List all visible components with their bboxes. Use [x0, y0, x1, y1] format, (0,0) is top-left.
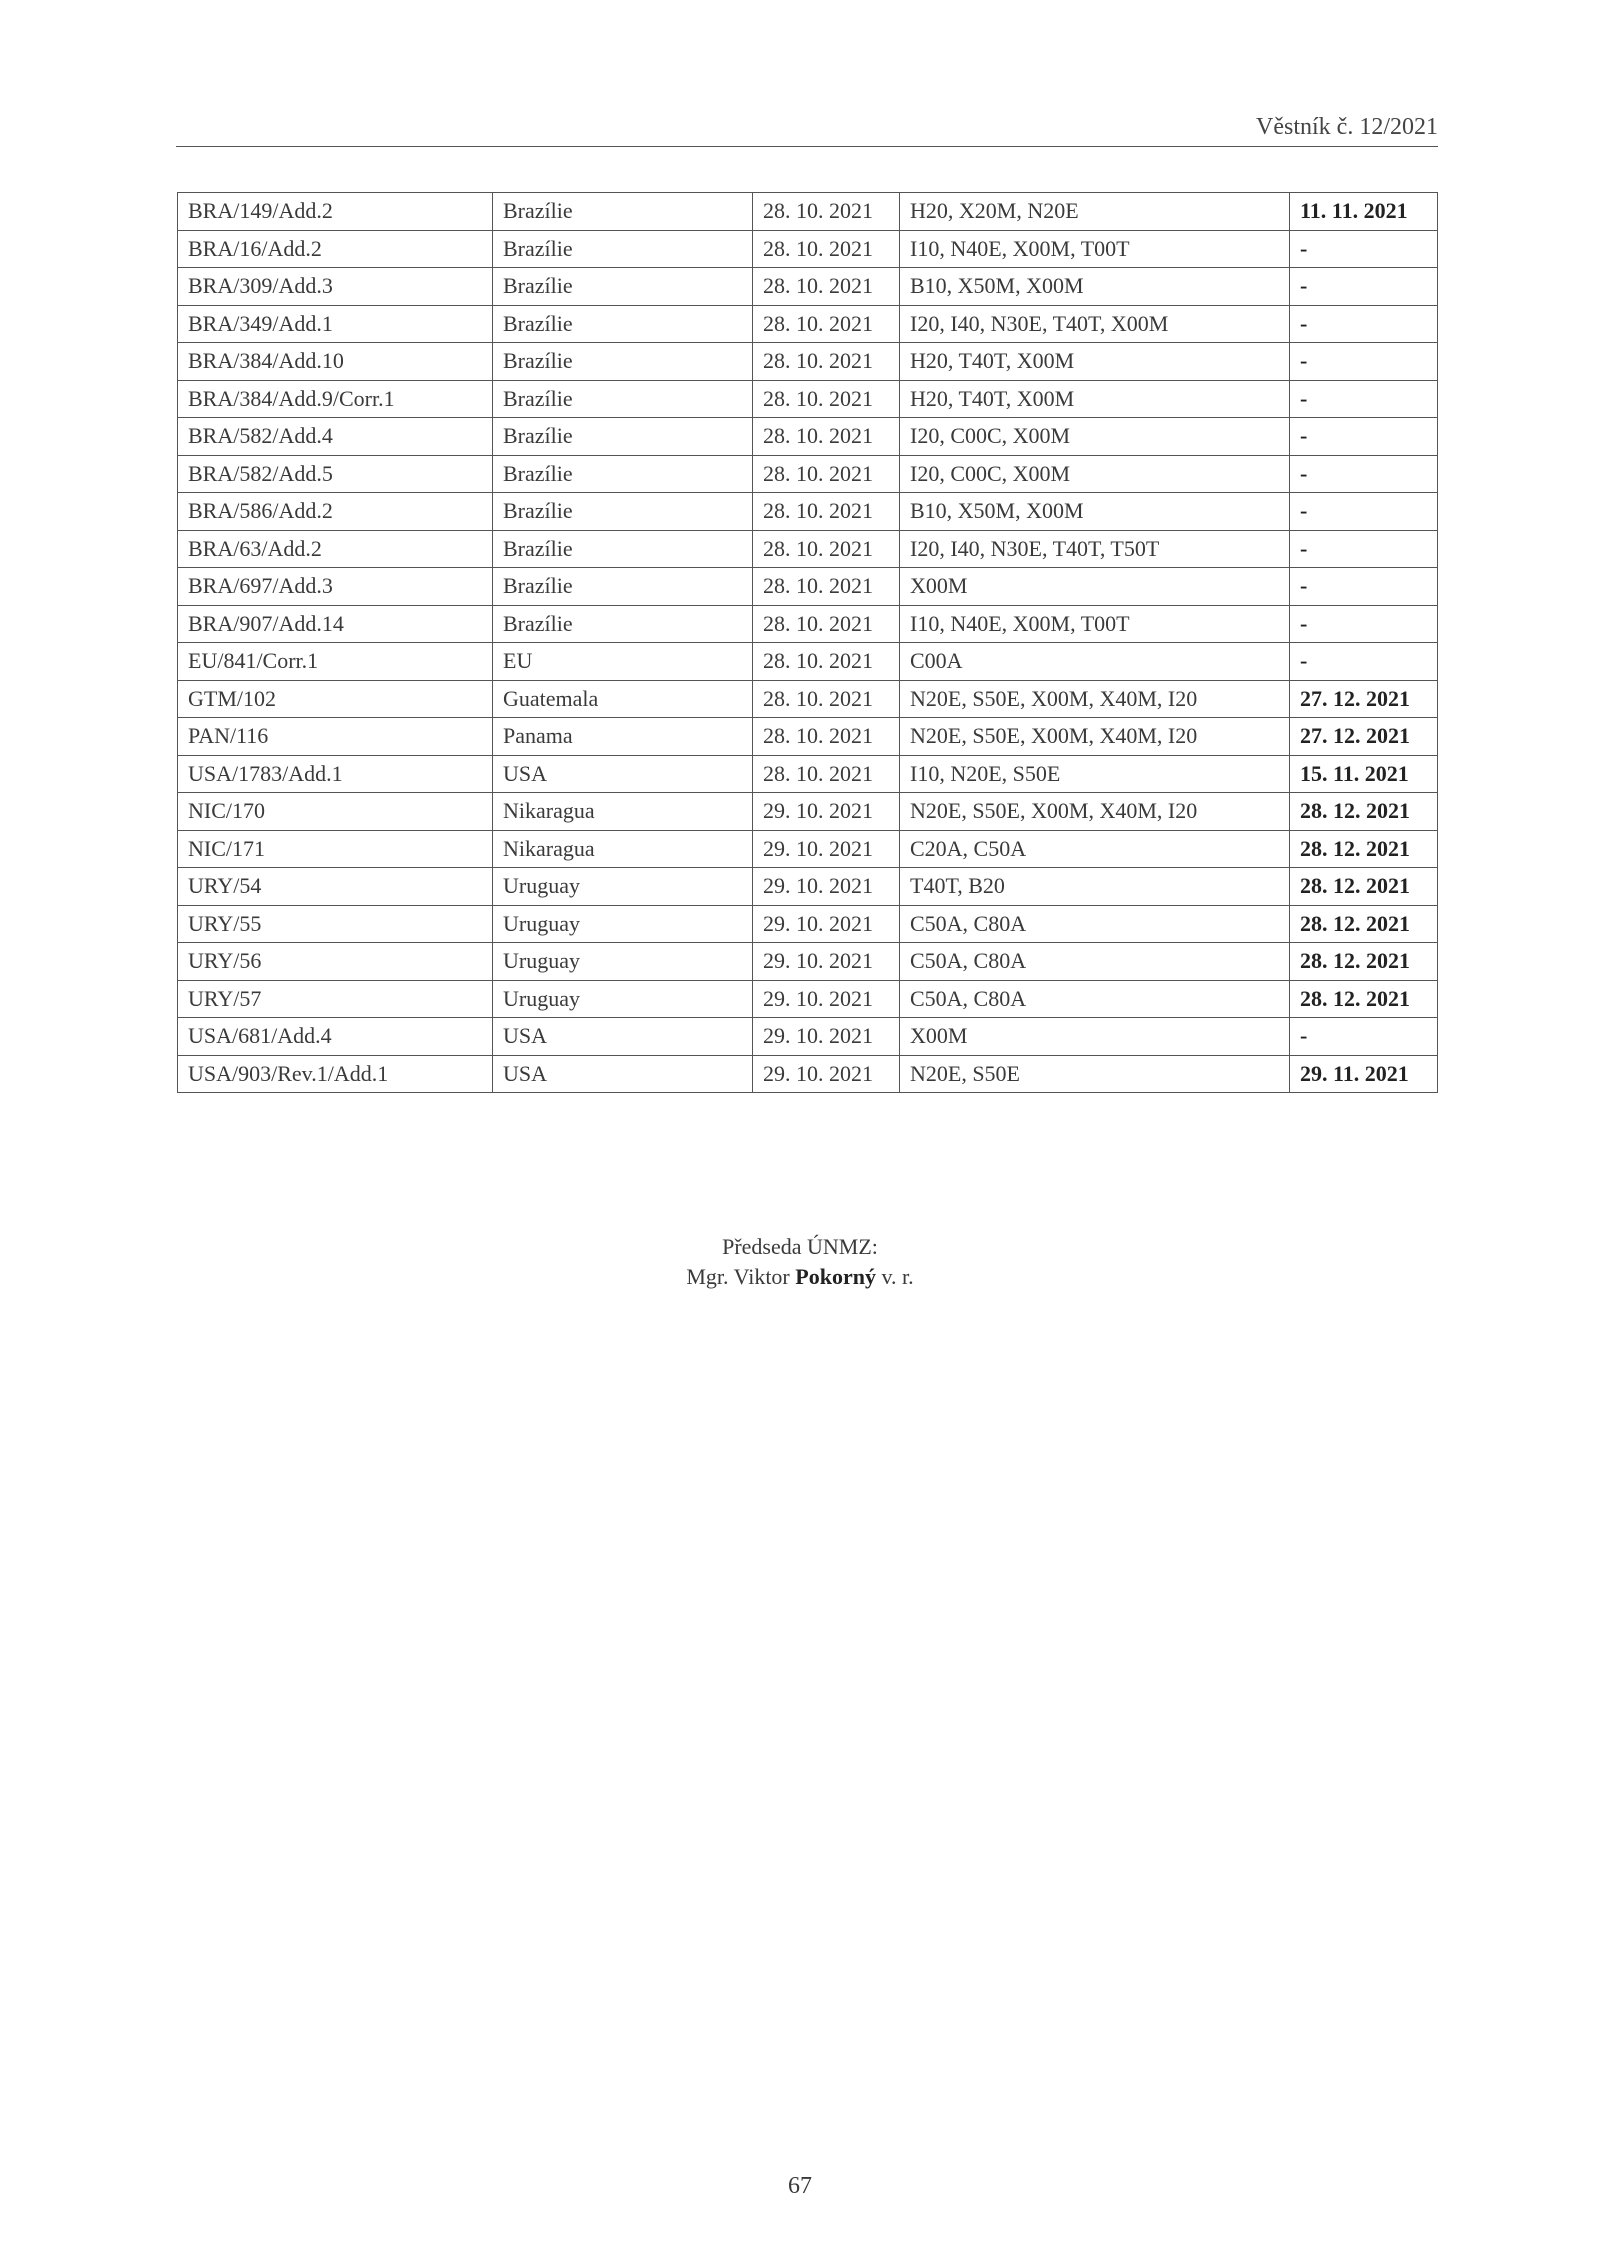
- deadline-cell: 29. 11. 2021: [1290, 1055, 1438, 1093]
- country-cell: USA: [493, 1055, 753, 1093]
- notification-code-cell: GTM/102: [178, 680, 493, 718]
- notification-code-cell: PAN/116: [178, 718, 493, 756]
- deadline-cell: 28. 12. 2021: [1290, 830, 1438, 868]
- table-row: [178, 493, 1438, 531]
- notification-code-cell: EU/841/Corr.1: [178, 643, 493, 681]
- date-cell: 28. 10. 2021: [753, 305, 900, 343]
- table-row: [178, 905, 1438, 943]
- table-row: [178, 230, 1438, 268]
- signature-prefix: Mgr. Viktor: [686, 1264, 790, 1289]
- ics-codes-cell: C20A, C50A: [900, 830, 1290, 868]
- country-cell: USA: [493, 1018, 753, 1056]
- deadline-cell: -: [1290, 530, 1438, 568]
- date-cell: 28. 10. 2021: [753, 380, 900, 418]
- signature-name-line: [0, 1262, 1600, 1292]
- ics-codes-cell: N20E, S50E, X00M, X40M, I20: [900, 718, 1290, 756]
- deadline-cell: -: [1290, 643, 1438, 681]
- deadline-cell: -: [1290, 268, 1438, 306]
- date-cell: 29. 10. 2021: [753, 1018, 900, 1056]
- ics-codes-cell: I20, I40, N30E, T40T, T50T: [900, 530, 1290, 568]
- date-cell: 28. 10. 2021: [753, 530, 900, 568]
- table-row: [178, 643, 1438, 681]
- deadline-cell: -: [1290, 343, 1438, 381]
- date-cell: 28. 10. 2021: [753, 418, 900, 456]
- deadline-cell: -: [1290, 230, 1438, 268]
- country-cell: Nikaragua: [493, 830, 753, 868]
- ics-codes-cell: C50A, C80A: [900, 905, 1290, 943]
- notification-code-cell: USA/903/Rev.1/Add.1: [178, 1055, 493, 1093]
- notification-code-cell: NIC/171: [178, 830, 493, 868]
- ics-codes-cell: T40T, B20: [900, 868, 1290, 906]
- notification-code-cell: BRA/384/Add.10: [178, 343, 493, 381]
- deadline-cell: 27. 12. 2021: [1290, 718, 1438, 756]
- date-cell: 28. 10. 2021: [753, 643, 900, 681]
- deadline-cell: -: [1290, 1018, 1438, 1056]
- country-cell: Nikaragua: [493, 793, 753, 831]
- table-row: [178, 830, 1438, 868]
- deadline-cell: -: [1290, 418, 1438, 456]
- date-cell: 28. 10. 2021: [753, 718, 900, 756]
- notification-code-cell: URY/55: [178, 905, 493, 943]
- country-cell: Brazílie: [493, 605, 753, 643]
- notification-code-cell: BRA/582/Add.5: [178, 455, 493, 493]
- ics-codes-cell: H20, T40T, X00M: [900, 343, 1290, 381]
- notification-code-cell: URY/56: [178, 943, 493, 981]
- country-cell: EU: [493, 643, 753, 681]
- table-row: [178, 418, 1438, 456]
- country-cell: Brazílie: [493, 455, 753, 493]
- deadline-cell: 28. 12. 2021: [1290, 868, 1438, 906]
- date-cell: 28. 10. 2021: [753, 230, 900, 268]
- notification-code-cell: NIC/170: [178, 793, 493, 831]
- date-cell: 28. 10. 2021: [753, 455, 900, 493]
- notification-code-cell: BRA/586/Add.2: [178, 493, 493, 531]
- notification-code-cell: USA/681/Add.4: [178, 1018, 493, 1056]
- ics-codes-cell: H20, X20M, N20E: [900, 193, 1290, 231]
- table-row: [178, 530, 1438, 568]
- notification-code-cell: BRA/697/Add.3: [178, 568, 493, 606]
- ics-codes-cell: H20, T40T, X00M: [900, 380, 1290, 418]
- country-cell: Brazílie: [493, 568, 753, 606]
- date-cell: 28. 10. 2021: [753, 493, 900, 531]
- deadline-cell: 28. 12. 2021: [1290, 943, 1438, 981]
- date-cell: 28. 10. 2021: [753, 605, 900, 643]
- country-cell: Brazílie: [493, 268, 753, 306]
- table-row: [178, 193, 1438, 231]
- ics-codes-cell: C50A, C80A: [900, 980, 1290, 1018]
- date-cell: 28. 10. 2021: [753, 755, 900, 793]
- table-row: [178, 793, 1438, 831]
- date-cell: 28. 10. 2021: [753, 268, 900, 306]
- ics-codes-cell: I20, C00C, X00M: [900, 455, 1290, 493]
- date-cell: 28. 10. 2021: [753, 193, 900, 231]
- country-cell: Uruguay: [493, 868, 753, 906]
- country-cell: Guatemala: [493, 680, 753, 718]
- date-cell: 29. 10. 2021: [753, 868, 900, 906]
- notification-code-cell: BRA/149/Add.2: [178, 193, 493, 231]
- country-cell: Uruguay: [493, 980, 753, 1018]
- deadline-cell: -: [1290, 380, 1438, 418]
- table-row: [178, 980, 1438, 1018]
- notification-code-cell: BRA/349/Add.1: [178, 305, 493, 343]
- table-row: [178, 305, 1438, 343]
- bulletin-title: Věstník č. 12/2021: [1256, 114, 1438, 140]
- deadline-cell: -: [1290, 455, 1438, 493]
- country-cell: Brazílie: [493, 380, 753, 418]
- deadline-cell: -: [1290, 493, 1438, 531]
- table-row: [178, 755, 1438, 793]
- ics-codes-cell: C50A, C80A: [900, 943, 1290, 981]
- table-row: [178, 718, 1438, 756]
- deadline-cell: 15. 11. 2021: [1290, 755, 1438, 793]
- notification-code-cell: BRA/309/Add.3: [178, 268, 493, 306]
- country-cell: Uruguay: [493, 943, 753, 981]
- deadline-cell: 27. 12. 2021: [1290, 680, 1438, 718]
- table-row: [178, 868, 1438, 906]
- notification-code-cell: BRA/63/Add.2: [178, 530, 493, 568]
- signature-suffix: v. r.: [881, 1264, 914, 1289]
- deadline-cell: -: [1290, 305, 1438, 343]
- notification-code-cell: URY/57: [178, 980, 493, 1018]
- ics-codes-cell: B10, X50M, X00M: [900, 268, 1290, 306]
- date-cell: 28. 10. 2021: [753, 343, 900, 381]
- table-row: [178, 943, 1438, 981]
- ics-codes-cell: I10, N20E, S50E: [900, 755, 1290, 793]
- country-cell: Brazílie: [493, 418, 753, 456]
- notification-code-cell: URY/54: [178, 868, 493, 906]
- deadline-cell: 28. 12. 2021: [1290, 980, 1438, 1018]
- page-header: [176, 108, 1438, 147]
- date-cell: 29. 10. 2021: [753, 793, 900, 831]
- signature-surname: Pokorný: [795, 1264, 876, 1289]
- deadline-cell: -: [1290, 605, 1438, 643]
- deadline-cell: -: [1290, 568, 1438, 606]
- country-cell: Brazílie: [493, 343, 753, 381]
- deadline-cell: 28. 12. 2021: [1290, 905, 1438, 943]
- country-cell: Brazílie: [493, 193, 753, 231]
- ics-codes-cell: N20E, S50E, X00M, X40M, I20: [900, 680, 1290, 718]
- notification-code-cell: BRA/907/Add.14: [178, 605, 493, 643]
- country-cell: Brazílie: [493, 305, 753, 343]
- table-row: [178, 380, 1438, 418]
- ics-codes-cell: N20E, S50E, X00M, X40M, I20: [900, 793, 1290, 831]
- ics-codes-cell: I10, N40E, X00M, T00T: [900, 605, 1290, 643]
- country-cell: Panama: [493, 718, 753, 756]
- date-cell: 29. 10. 2021: [753, 905, 900, 943]
- ics-codes-cell: C00A: [900, 643, 1290, 681]
- table-row: [178, 343, 1438, 381]
- country-cell: Uruguay: [493, 905, 753, 943]
- deadline-cell: 28. 12. 2021: [1290, 793, 1438, 831]
- date-cell: 29. 10. 2021: [753, 830, 900, 868]
- ics-codes-cell: N20E, S50E: [900, 1055, 1290, 1093]
- date-cell: 28. 10. 2021: [753, 568, 900, 606]
- signature-block: [0, 1232, 1600, 1292]
- table-row: [178, 268, 1438, 306]
- table-row: [178, 605, 1438, 643]
- notification-code-cell: BRA/16/Add.2: [178, 230, 493, 268]
- notification-code-cell: BRA/384/Add.9/Corr.1: [178, 380, 493, 418]
- country-cell: Brazílie: [493, 530, 753, 568]
- date-cell: 29. 10. 2021: [753, 943, 900, 981]
- table-row: [178, 1055, 1438, 1093]
- country-cell: Brazílie: [493, 230, 753, 268]
- signature-role: Předseda ÚNMZ:: [722, 1234, 878, 1259]
- table-row: [178, 455, 1438, 493]
- table-row: [178, 1018, 1438, 1056]
- ics-codes-cell: I20, I40, N30E, T40T, X00M: [900, 305, 1290, 343]
- table-row: [178, 680, 1438, 718]
- ics-codes-cell: X00M: [900, 568, 1290, 606]
- ics-codes-cell: B10, X50M, X00M: [900, 493, 1290, 531]
- notification-code-cell: BRA/582/Add.4: [178, 418, 493, 456]
- date-cell: 29. 10. 2021: [753, 980, 900, 1018]
- date-cell: 28. 10. 2021: [753, 680, 900, 718]
- deadline-cell: 11. 11. 2021: [1290, 193, 1438, 231]
- page-number: 67: [788, 2173, 812, 2199]
- notification-table: [177, 192, 1438, 1093]
- ics-codes-cell: I20, C00C, X00M: [900, 418, 1290, 456]
- ics-codes-cell: X00M: [900, 1018, 1290, 1056]
- notification-table-body: [178, 193, 1438, 1093]
- country-cell: USA: [493, 755, 753, 793]
- ics-codes-cell: I10, N40E, X00M, T00T: [900, 230, 1290, 268]
- country-cell: Brazílie: [493, 493, 753, 531]
- date-cell: 29. 10. 2021: [753, 1055, 900, 1093]
- table-row: [178, 568, 1438, 606]
- notification-code-cell: USA/1783/Add.1: [178, 755, 493, 793]
